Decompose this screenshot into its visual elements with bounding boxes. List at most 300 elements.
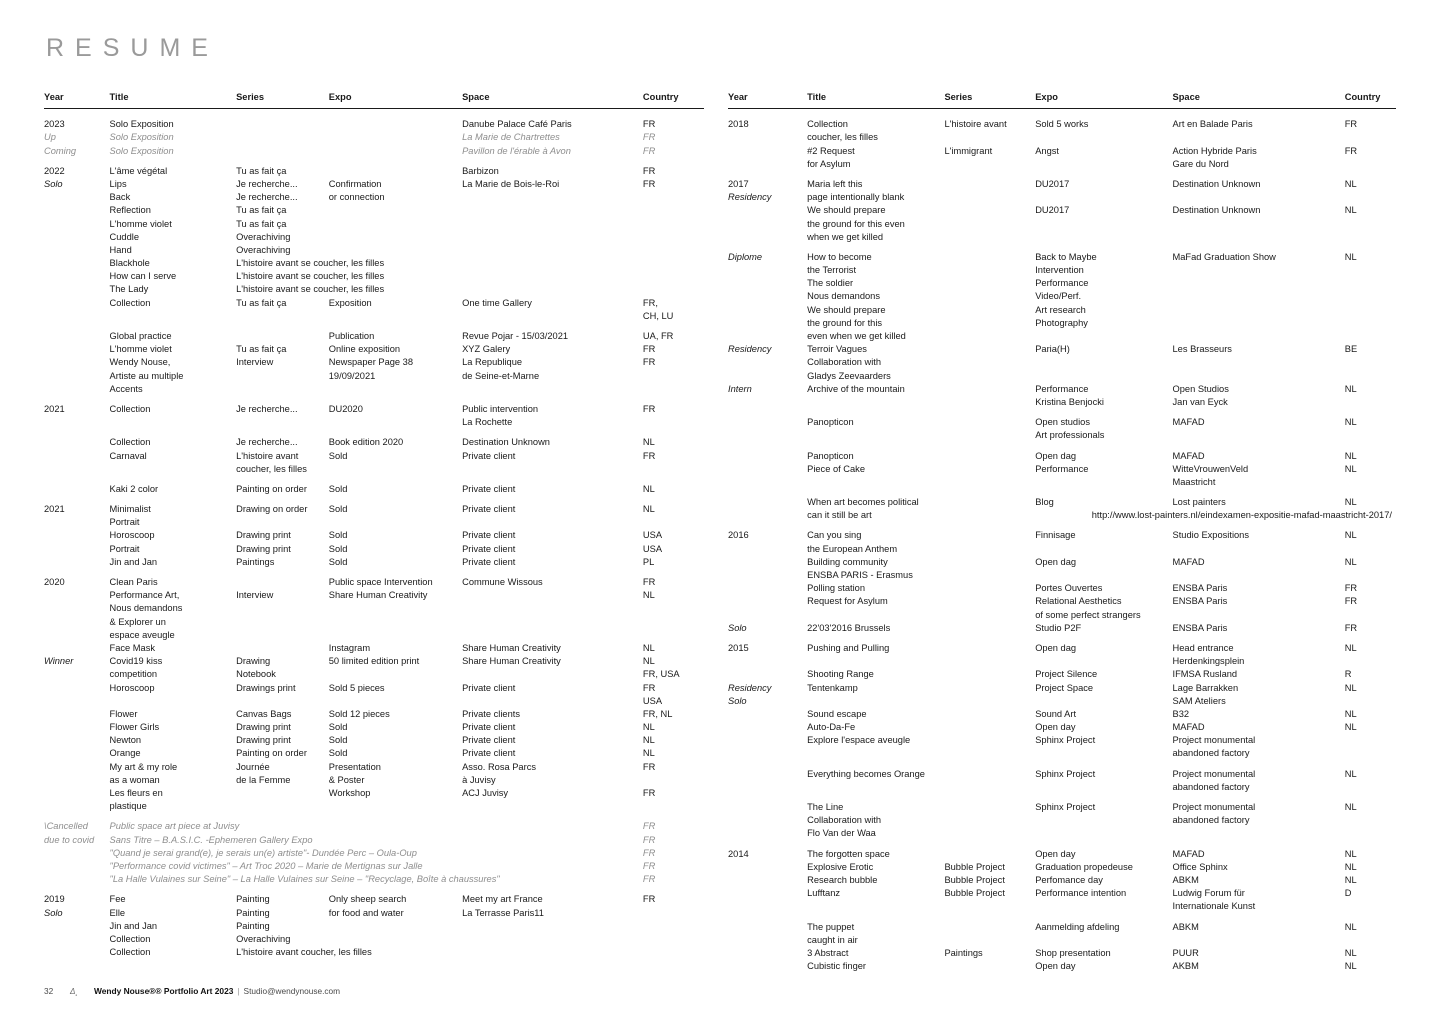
cell-expo — [1035, 476, 1172, 489]
cell-country: NL — [1344, 848, 1357, 859]
cell-blog-url[interactable]: http://www.lost-painters.nl/eindexamen-expositie-mafad-maastricht-2017/ — [1091, 510, 1392, 521]
cell-title: Orange — [109, 748, 141, 759]
cell-space — [462, 244, 643, 257]
cell-expo: Sold — [328, 735, 348, 746]
table-row — [44, 800, 704, 813]
cell-expo — [329, 310, 462, 323]
table-row — [728, 960, 1396, 973]
cell-expo — [329, 218, 462, 231]
cell-year — [44, 297, 110, 310]
cell-expo — [1035, 356, 1172, 369]
cell-series: Tu as fait ça — [236, 297, 287, 308]
cell-year: 2016 — [728, 530, 749, 541]
cell-space: abandoned factory — [1172, 815, 1250, 826]
cell-country: FR — [1344, 583, 1358, 594]
cell-country: NL — [1344, 463, 1357, 474]
cell-title: Research bubble — [807, 874, 878, 885]
cell-space: La Terrasse Paris11 — [462, 907, 544, 918]
cell-series — [236, 629, 329, 642]
cell-title: Auto-Da-Fe — [807, 722, 856, 733]
cell-year: 2020 — [44, 577, 65, 587]
cell-expo: Newspaper Page 38 — [328, 357, 414, 368]
cell-country: FR, NL — [642, 708, 673, 719]
cell-title: & Explorer un — [109, 616, 166, 627]
cell-title: Elle — [109, 907, 126, 918]
cell-space: Lost painters — [1172, 497, 1226, 508]
row-spacer-cell — [728, 761, 1396, 768]
cell-expo — [1035, 695, 1172, 708]
cell-space: ENSBA Paris — [1172, 583, 1228, 594]
cell-space: Private client — [462, 735, 516, 746]
cell-year: Up — [44, 132, 56, 143]
cell-year — [44, 682, 110, 695]
row-spacer-cell — [728, 443, 1396, 450]
cell-expo: Art research — [1035, 304, 1086, 315]
cell-series — [236, 109, 329, 132]
cell-title: Pushing and Pulling — [807, 642, 890, 653]
cell-country — [1345, 609, 1396, 622]
cell-title: L'âme végétal — [109, 165, 168, 176]
table-row — [44, 416, 704, 429]
cell-series — [944, 416, 1035, 429]
cell-series: Interview — [236, 590, 274, 601]
cell-expo — [329, 463, 462, 476]
cell-series — [944, 496, 1035, 509]
table-row — [728, 264, 1396, 277]
resume-column-left — [44, 91, 720, 973]
cell-year — [728, 947, 807, 960]
cell-space: abandoned factory — [1172, 748, 1250, 759]
cell-space: One time Gallery — [462, 297, 532, 308]
cell-country: FR — [642, 788, 656, 798]
table-row — [44, 503, 704, 516]
cell-title: Nous demandons — [109, 603, 183, 614]
footer-email[interactable]: Studio@wendynouse.com — [243, 986, 341, 996]
cell-year — [728, 476, 807, 489]
cell-space: PUUR — [1172, 947, 1199, 958]
cell-country: NL — [642, 504, 655, 515]
cell-series: Drawing on order — [236, 504, 308, 515]
cell-title: 3 Abstract — [807, 947, 849, 958]
row-spacer-cell — [44, 569, 704, 576]
table-row — [44, 178, 704, 191]
table-row — [44, 310, 704, 323]
cell-series — [944, 814, 1035, 827]
cell-title: Collection — [109, 297, 151, 308]
cell-title: Explore l'espace aveugle — [807, 735, 911, 746]
cell-country: NL — [1344, 205, 1357, 216]
table-row — [44, 860, 704, 873]
row-spacer-cell — [44, 323, 704, 330]
table-row — [728, 768, 1396, 781]
cell-space: Les Brasseurs — [1172, 344, 1232, 355]
cell-title: Sans Titre – B.A.S.I.C. -Ephemeren Gallery Expo — [109, 834, 313, 845]
cell-year — [44, 800, 110, 813]
cell-expo: Online exposition — [328, 344, 401, 355]
table-row — [728, 827, 1396, 840]
cell-space — [462, 231, 643, 244]
cell-expo: Back to Maybe — [1035, 251, 1097, 262]
row-spacer — [728, 443, 1396, 450]
cell-country: NL — [642, 642, 655, 653]
table-row — [44, 543, 704, 556]
cell-series — [944, 569, 1035, 582]
table-row — [728, 204, 1396, 217]
cell-title: Terroir Vagues — [807, 344, 867, 355]
cell-space: Private client — [462, 450, 516, 461]
cell-title: Jin and Jan — [109, 556, 158, 567]
cell-expo: Presentation — [328, 761, 381, 772]
cell-space: Revue Pojar - 15/03/2021 — [462, 331, 569, 341]
cell-country: FR — [642, 403, 656, 414]
cell-title: the Terrorist — [807, 265, 857, 276]
cell-year — [44, 787, 110, 800]
cell-title — [807, 747, 944, 760]
table-row — [44, 682, 704, 695]
column-header-series: Series — [944, 91, 1035, 109]
cell-series — [236, 330, 329, 343]
cell-country: CH, LU — [642, 310, 674, 321]
cell-year — [728, 708, 807, 721]
cell-year — [728, 304, 807, 317]
cell-series: Overachiving — [236, 933, 291, 944]
cell-title: the European Anthem — [807, 543, 898, 554]
cell-title — [807, 900, 944, 913]
cell-country — [643, 270, 704, 283]
cell-year — [728, 231, 807, 244]
cell-space: Private client — [462, 483, 516, 494]
table-row — [44, 383, 704, 396]
cell-space: MAFAD — [1172, 556, 1205, 567]
cell-space — [1173, 543, 1345, 556]
cell-space: La Marie de Bois-le-Roi — [462, 178, 560, 189]
cell-series: Je recherche... — [236, 192, 298, 203]
cell-year — [44, 204, 110, 217]
cell-series: Painting on order — [236, 483, 307, 494]
cell-year — [44, 218, 110, 231]
cell-year — [44, 370, 110, 383]
cell-country: FR — [642, 178, 656, 189]
cell-year: Coming — [44, 145, 77, 156]
cell-space — [462, 668, 643, 681]
cell-title: Maria left this — [807, 178, 863, 189]
cell-country — [643, 218, 704, 231]
cell-year — [44, 734, 110, 747]
cell-series: Paintings — [236, 556, 275, 567]
cell-year: \Cancelled — [44, 821, 88, 832]
cell-space: Private client — [462, 682, 516, 693]
cell-year — [44, 483, 110, 496]
cell-title: Collection — [109, 933, 151, 944]
table-row — [728, 848, 1396, 861]
page-title: RESUME — [46, 34, 219, 62]
cell-space — [462, 800, 643, 813]
cell-country: FR — [642, 577, 656, 587]
cell-title: How to become — [807, 251, 872, 262]
cell-space: SAM Ateliers — [1172, 695, 1226, 706]
cell-country: NL — [1344, 722, 1357, 733]
table-row — [728, 781, 1396, 794]
footer-page-number: 32 — [44, 986, 54, 996]
cell-country: NL — [1344, 768, 1357, 779]
cell-expo: Sold 12 pieces — [328, 708, 390, 719]
cell-series — [944, 529, 1035, 542]
cell-expo: Book edition 2020 — [328, 437, 404, 448]
cell-title: Solo Exposition — [109, 119, 174, 130]
cell-country — [1345, 476, 1396, 489]
cell-space — [1173, 290, 1345, 303]
cell-country — [643, 616, 704, 629]
cell-series — [944, 204, 1035, 217]
cell-expo: Intervention — [1035, 265, 1084, 276]
cell-space: Destination Unknown — [462, 437, 550, 448]
cell-title — [807, 476, 944, 489]
cell-expo: Aanmelding afdeling — [1035, 921, 1120, 932]
table-row — [44, 873, 704, 886]
cell-series — [944, 708, 1035, 721]
table-row — [728, 921, 1396, 934]
table-row — [44, 747, 704, 760]
cell-space: Destination Unknown — [1172, 178, 1261, 189]
cell-space: Art en Balade Paris — [1172, 119, 1253, 130]
cell-space: Head entrance — [1172, 642, 1234, 653]
cell-series — [944, 356, 1035, 369]
cell-expo: Sphinx Project — [1035, 735, 1096, 746]
cell-space: Private client — [462, 556, 516, 567]
cell-title: Global practice — [109, 331, 172, 341]
cell-expo: Angst — [1035, 145, 1059, 156]
cell-expo — [1035, 543, 1172, 556]
cell-year — [728, 370, 807, 383]
row-spacer-cell — [44, 158, 704, 165]
cell-year — [44, 416, 110, 429]
cell-title: Clean Paris — [109, 577, 158, 587]
cell-country — [1345, 317, 1396, 330]
cell-space — [462, 191, 643, 204]
cell-space: Private client — [462, 504, 516, 515]
cell-series — [944, 668, 1035, 681]
cell-country — [643, 204, 704, 217]
table-row — [728, 655, 1396, 668]
cell-year — [728, 595, 807, 608]
row-spacer-cell — [728, 171, 1396, 178]
table-row — [44, 556, 704, 569]
footer-separator: | — [237, 986, 240, 996]
cell-country — [643, 946, 704, 959]
cell-space — [1173, 191, 1345, 204]
cell-title: when we get killed — [807, 231, 884, 242]
cell-title: "Performance covid victimes" – Art Troc 2020 – Marie de Mertignas sur Jalle — [109, 860, 423, 871]
cell-series — [236, 787, 329, 800]
table-row — [728, 429, 1396, 442]
cell-expo — [329, 920, 462, 933]
cell-title: Portrait — [109, 543, 140, 554]
cell-series — [944, 231, 1035, 244]
table-row — [44, 244, 704, 257]
row-spacer-cell — [44, 476, 704, 483]
table-row — [728, 509, 1396, 522]
cell-year — [728, 921, 807, 934]
cell-title: Fee — [109, 894, 126, 905]
cell-title — [807, 655, 944, 668]
cell-space — [1173, 218, 1345, 231]
cell-series — [236, 642, 329, 655]
cell-space: ABKM — [1172, 921, 1199, 932]
cell-expo: Portes Ouvertes — [1035, 583, 1103, 594]
cell-country — [643, 463, 704, 476]
table-row — [44, 436, 704, 449]
table-row — [44, 920, 704, 933]
cell-series — [944, 178, 1035, 191]
cell-expo: Open studios — [1035, 417, 1090, 428]
table-row — [728, 304, 1396, 317]
table-row — [728, 682, 1396, 695]
cell-expo — [1035, 569, 1172, 582]
cell-year — [728, 463, 807, 476]
row-spacer — [44, 158, 704, 165]
table-row — [728, 874, 1396, 887]
table-row — [728, 290, 1396, 303]
cell-series — [944, 317, 1035, 330]
cell-expo: Open dag — [1035, 450, 1077, 461]
cell-country: NL — [1344, 921, 1357, 932]
cell-country: PL — [642, 556, 655, 567]
cell-title: How can I serve — [109, 271, 177, 282]
table-row — [728, 668, 1396, 681]
cell-year — [728, 158, 807, 171]
cell-country — [1345, 814, 1396, 827]
cell-title: Flower Girls — [109, 722, 160, 733]
cell-country: NL — [642, 656, 655, 667]
table-row — [44, 642, 704, 655]
cell-year: 2019 — [44, 894, 65, 905]
cell-year — [44, 629, 110, 642]
cell-series — [944, 747, 1035, 760]
cell-country: FR — [1344, 145, 1358, 156]
cell-year: Solo — [728, 695, 747, 706]
cell-space: XYZ Galery — [462, 344, 511, 355]
row-spacer — [44, 813, 704, 820]
cell-space — [1173, 569, 1345, 582]
cell-title: caught in air — [807, 934, 858, 945]
cell-expo: Video/Perf. — [1035, 291, 1082, 302]
cell-title: Building community — [807, 556, 888, 567]
table-row — [728, 801, 1396, 814]
cell-expo: & Poster — [328, 774, 365, 785]
column-header-space: Space — [1173, 91, 1345, 109]
cell-country — [1345, 734, 1396, 747]
cell-title: Covid19 kiss — [109, 656, 163, 667]
cell-expo — [329, 131, 462, 144]
cell-space — [1173, 277, 1345, 290]
cell-space: La Marie de Chartrettes — [462, 132, 560, 143]
cell-year — [728, 668, 807, 681]
cell-title: When art becomes political — [807, 497, 919, 508]
cell-expo: Open dag — [1035, 556, 1077, 567]
cell-expo — [1035, 934, 1172, 947]
cell-year: 2014 — [728, 848, 749, 859]
cell-series — [944, 900, 1035, 913]
cell-title: Cuddle — [109, 231, 140, 242]
cell-title: Public space art piece at Juvisy — [109, 821, 240, 832]
cell-year — [728, 861, 807, 874]
cell-title: even when we get killed — [807, 331, 906, 341]
cell-series: Drawing print — [236, 543, 291, 554]
cell-year: 2017 — [728, 178, 749, 189]
table-row — [728, 416, 1396, 429]
row-spacer — [44, 429, 704, 436]
cell-year — [728, 450, 807, 463]
cell-series — [944, 960, 1035, 973]
cell-expo: Open day — [1035, 961, 1076, 972]
cell-series: L'immigrant — [944, 145, 993, 156]
column-header-series: Series — [236, 91, 329, 109]
cell-year: Residency — [728, 192, 772, 203]
cell-series: Overachiving — [236, 244, 291, 255]
cell-title: "Quand je serai grand(e), je serais un(e) artiste"- Dundée Perc – Oula-Oup — [109, 847, 417, 858]
row-spacer-cell — [44, 813, 704, 820]
cell-expo — [329, 800, 462, 813]
cell-expo: Performance — [1035, 278, 1089, 289]
cell-series: Painting — [236, 907, 270, 918]
cell-series — [944, 655, 1035, 668]
column-header-expo: Expo — [1035, 91, 1172, 109]
cell-series — [944, 543, 1035, 556]
cell-country: NL — [642, 437, 655, 448]
cell-year: 2021 — [44, 403, 65, 414]
cell-year: 2021 — [44, 504, 65, 515]
cell-expo: Sold — [328, 530, 348, 541]
cell-series: Drawing print — [236, 722, 291, 733]
cell-expo — [329, 695, 462, 708]
cell-country: USA — [642, 530, 663, 541]
cell-year — [728, 582, 807, 595]
cell-space — [1173, 370, 1345, 383]
row-spacer — [44, 396, 704, 403]
table-row — [728, 231, 1396, 244]
cell-title: We should prepare — [807, 205, 886, 216]
cell-title: Sound escape — [807, 708, 867, 719]
cell-title: for Asylum — [807, 158, 851, 169]
table-row — [44, 761, 704, 774]
column-header-space: Space — [462, 91, 643, 109]
cell-space: Private client — [462, 748, 516, 759]
cell-space: B32 — [1172, 708, 1190, 719]
cell-expo — [1035, 218, 1172, 231]
cell-series: Journée — [236, 761, 270, 772]
cell-series: Overachiving — [236, 231, 291, 242]
cell-country: FR — [642, 682, 656, 693]
cell-expo: Sold — [328, 556, 348, 567]
cell-series — [944, 450, 1035, 463]
cell-expo: 50 limited edition print — [328, 656, 420, 667]
cell-title: The Line — [807, 802, 844, 812]
cell-year — [728, 218, 807, 231]
cell-country: FR — [642, 834, 656, 845]
cell-space: Project monumental — [1172, 802, 1256, 812]
cell-country: USA — [642, 543, 663, 554]
cell-country: FR — [642, 357, 656, 368]
cell-expo: Blog — [1035, 497, 1054, 508]
cell-year — [728, 556, 807, 569]
cell-space: Commune Wissous — [462, 577, 543, 587]
cell-series: Painting — [236, 920, 270, 931]
cell-expo — [329, 244, 462, 257]
cell-title: Cubistic finger — [807, 961, 867, 972]
cell-title: Kaki 2 color — [109, 483, 159, 494]
resume-column-right — [720, 91, 1396, 973]
cell-country: FR — [642, 119, 656, 130]
